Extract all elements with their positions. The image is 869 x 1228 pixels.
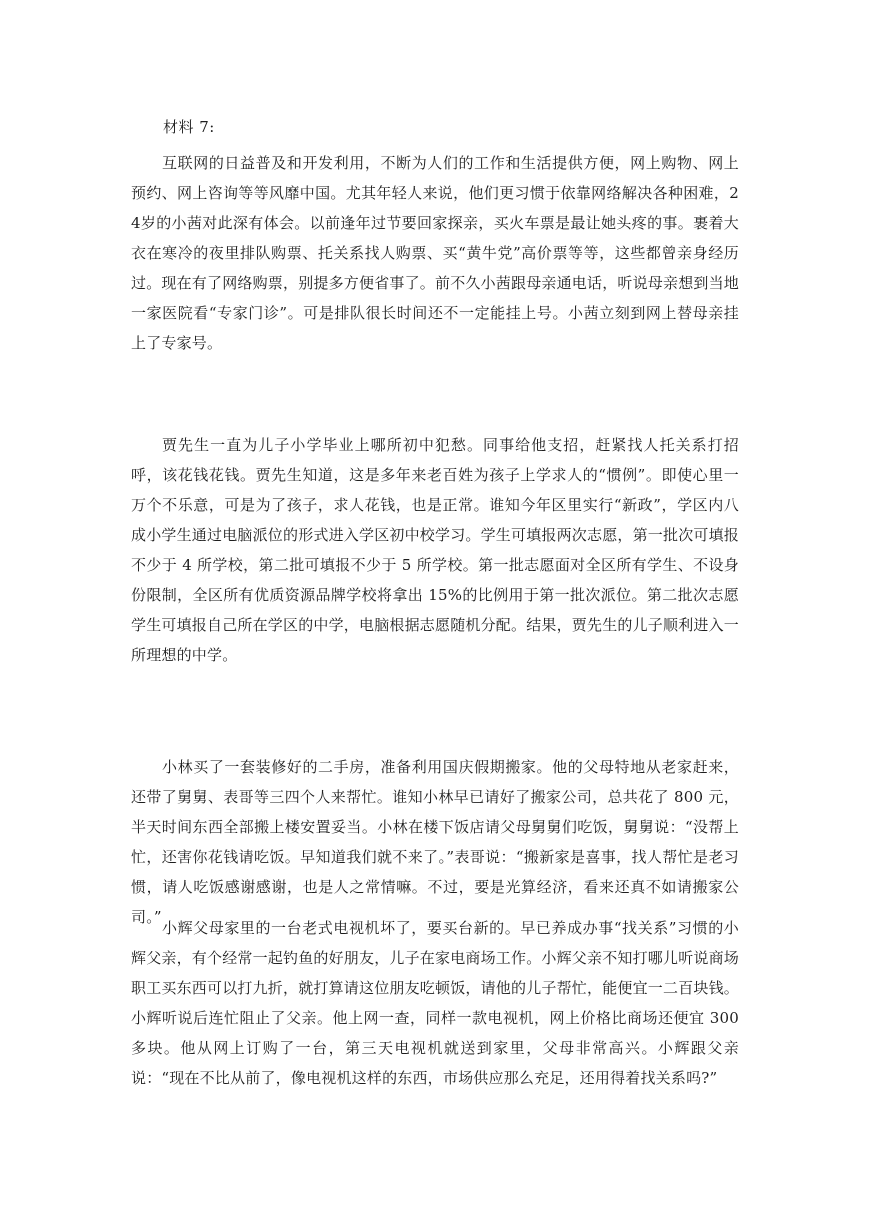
material-heading: 材料 7:: [163, 118, 215, 136]
paragraph-school-admission: 贾先生一直为儿子小学毕业上哪所初中犯愁。同事给他支招，赶紧找人托关系打招呼，该花钱花钱。贾先生知道，这是多年来老百姓为孩子上学求人的“惯例”。即使心里一万个不乐意，可是为了孩子，求人花钱，也是正常。谁知今年区里实行“新政”，学区内八成小学生通过电脑派位的形式进入学区初中校学习。学生可填报两次志愿，第一批次可填报不少于 4 所学校，第二批可填报不少于 5 所学校。第一批志愿面对全区所有学生、不设身份限制，全区所有优质资源品牌学校将拿出 15%的比例用于第一批次派位。第二批次志愿学生可填报自己所在学区的中学，电脑根据志愿随机分配。结果，贾先生的儿子顺利进入一所理想的中学。: [131, 436, 740, 664]
paragraph-buying-tv: 小辉父母家里的一台老式电视机坏了，要买台新的。早已养成办事“找关系”习惯的小辉父亲，有个经常一起钓鱼的好朋友，儿子在家电商场工作。小辉父亲不知打哪儿听说商场职工买东西可以打九折，就打算请这位朋友吃顿饭，请他的儿子帮忙，能便宜一二百块钱。小辉听说后连忙阻止了父亲。他上网一查，同样一款电视机，网上价格比商场还便宜 300 多块。他从网上订购了一台，第三天电视机就送到家里，父母非常高兴。小辉跟父亲说：“现在不比从前了，像电视机这样的东西，市场供应那么充足，还用得着找关系吗?”: [131, 919, 740, 1087]
paragraph-online-services: 互联网的日益普及和开发利用，不断为人们的工作和生活提供方便，网上购物、网上预约、网上咨询等等风靡中国。尤其年轻人来说，他们更习惯于依靠网络解决各种困难，24岁的小茜对此深有体会。以前逢年过节要回家探亲，买火车票是最让她头疼的事。裹着大衣在寒冷的夜里排队购票、托关系找人购票、买“黄牛党”高价票等等，这些都曾亲身经历过。现在有了网络购票，别提多方便省事了。前不久小茜跟母亲通电话，听说母亲想到当地一家医院看“专家门诊”。可是排队很长时间还不一定能挂上号。小茜立刻到网上替母亲挂上了专家号。: [131, 154, 740, 352]
paragraph-moving-house: 小林买了一套装修好的二手房，准备利用国庆假期搬家。他的父母特地从老家赶来，还带了舅舅、表哥等三四个人来帮忙。谁知小林早已请好了搬家公司，总共花了 800 元，半天时间东西全部搬上楼安置妥当。小林在楼下饭店请父母舅舅们吃饭，舅舅说：“没帮上忙，还害你花钱请吃饭。早知道我们就不来了。”表哥说：“搬新家是喜事，找人帮忙是老习惯，请人吃饭感谢感谢，也是人之常情嘛。不过，要是光算经济，看来还真不如请搬家公司。”: [131, 758, 739, 926]
